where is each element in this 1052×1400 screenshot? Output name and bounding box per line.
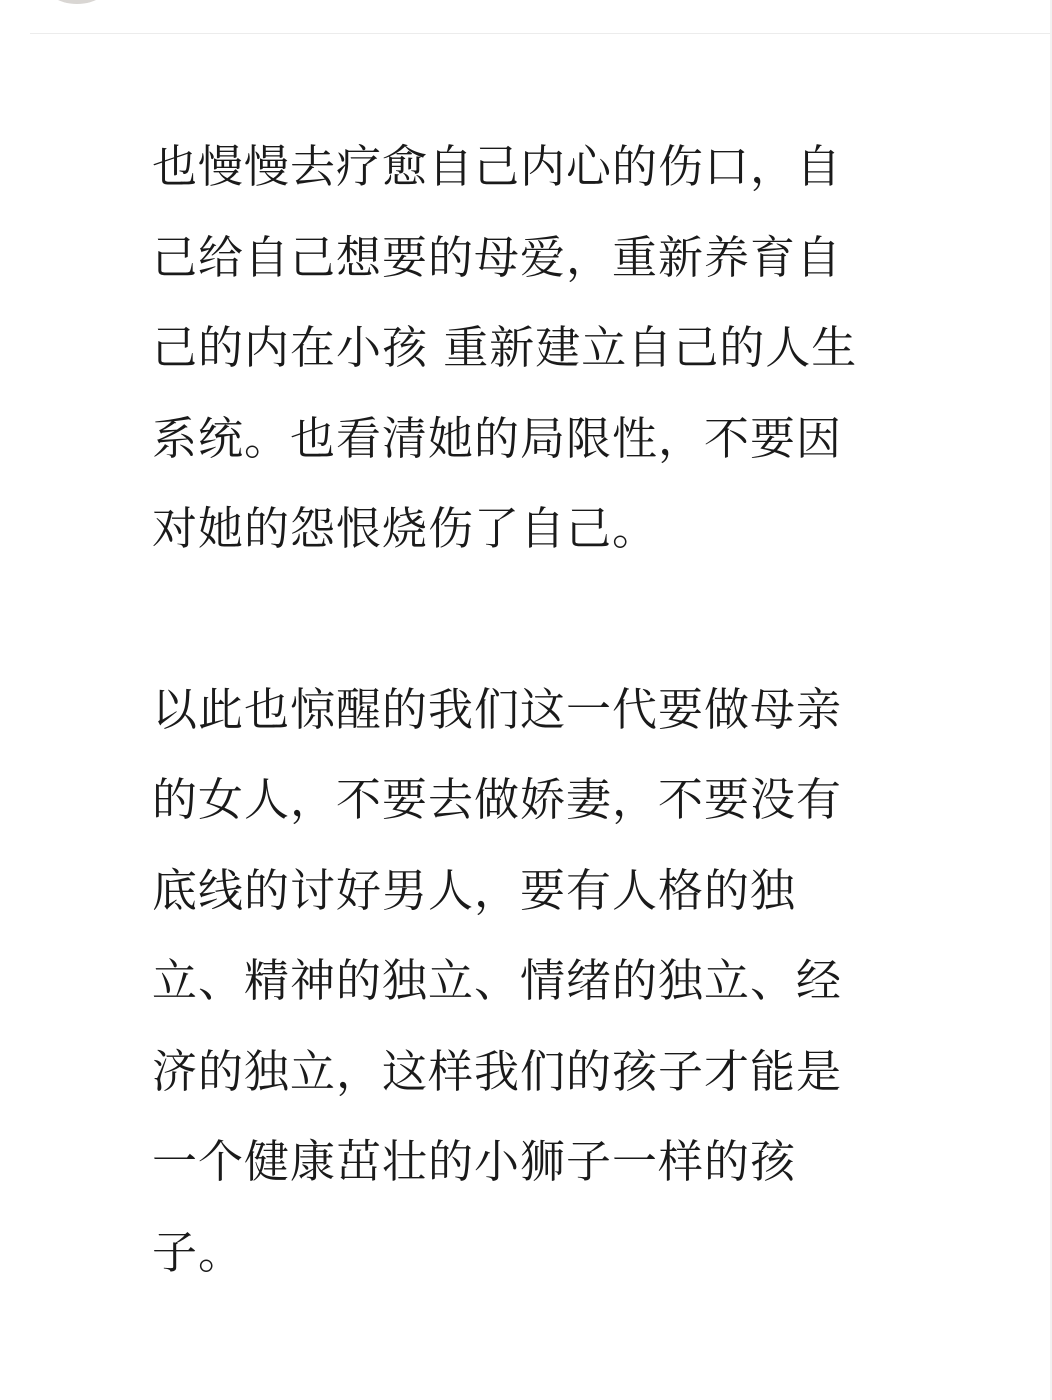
text-line: 立、精神的独立、情绪的独立、经 xyxy=(152,954,843,1007)
text-line: 的女人，不要去做娇妻，不要没有 xyxy=(152,773,843,826)
text-line: 己的内在小孩 重新建立自己的人生 xyxy=(152,321,858,374)
text-line: 对她的怨恨烧伤了自己。 xyxy=(152,502,659,555)
header-divider xyxy=(30,33,1052,34)
post-body xyxy=(152,122,932,1298)
text-line: 系统。也看清她的局限性，不要因 xyxy=(152,411,843,465)
paragraph-2 xyxy=(152,665,932,1299)
paragraph-1 xyxy=(152,122,932,575)
post-header xyxy=(0,0,1052,34)
paragraph-spacer xyxy=(152,575,932,665)
text-line: 一个健康茁壮的小狮子一样的孩 xyxy=(152,1135,797,1188)
text-line: 底线的讨好男人，要有人格的独 xyxy=(152,863,797,917)
avatar[interactable] xyxy=(42,0,112,4)
text-line: 济的独立，这样我们的孩子才能是 xyxy=(152,1044,843,1098)
text-line: 子。 xyxy=(152,1225,245,1279)
text-line: 以此也惊醒的我们这一代要做母亲 xyxy=(152,682,843,736)
text-line: 也慢慢去疗愈自己内心的伤口，自 xyxy=(152,140,843,193)
text-line: 己给自己想要的母爱，重新养育自 xyxy=(152,230,843,284)
